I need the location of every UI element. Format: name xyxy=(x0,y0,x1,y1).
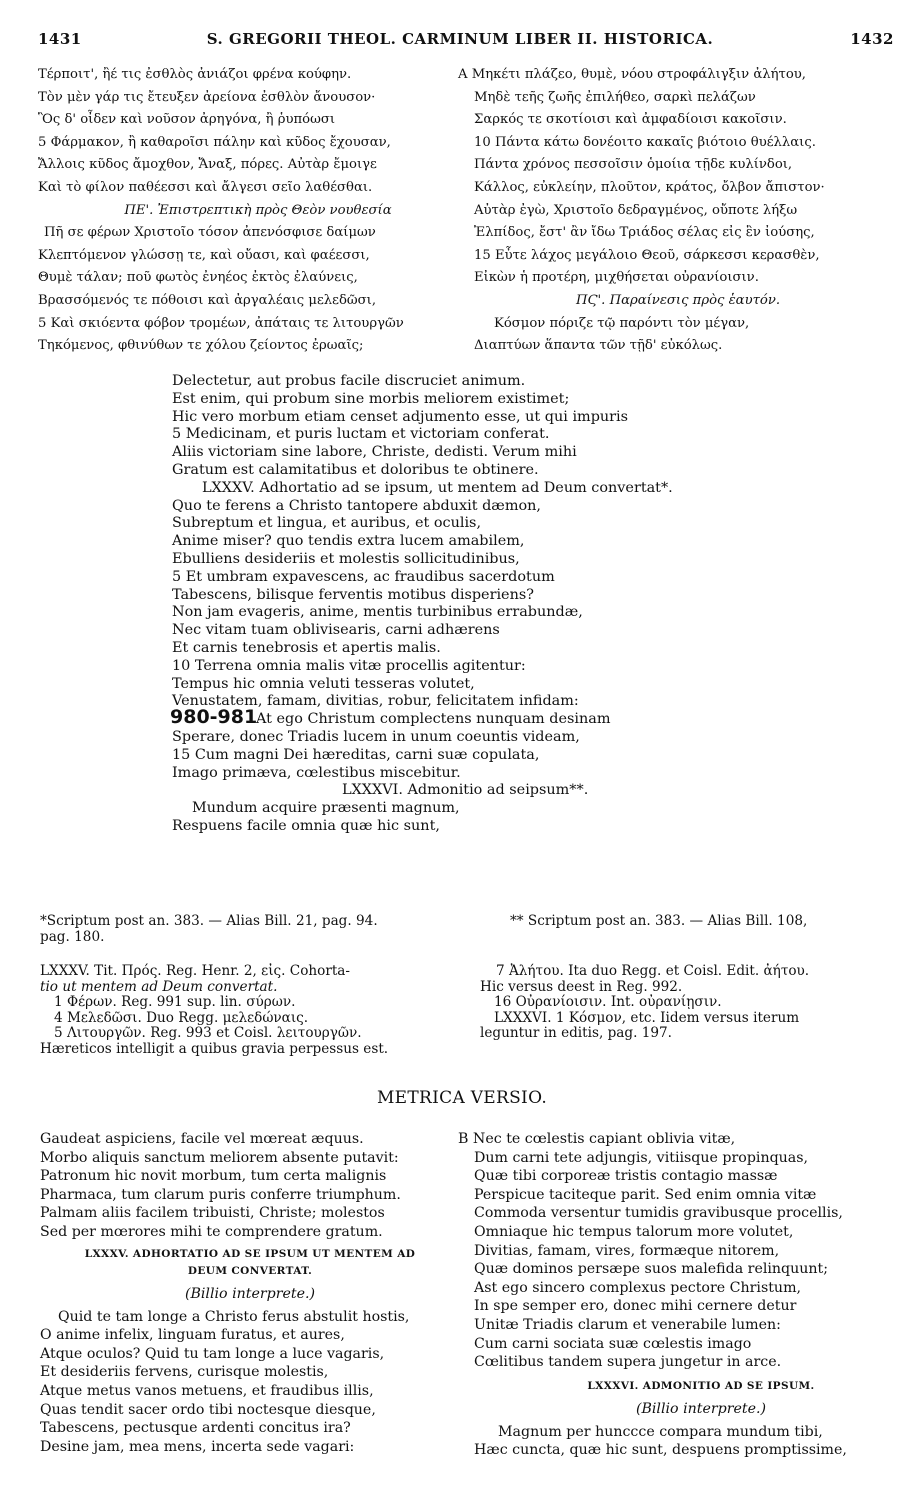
verse-line: Καὶ τὸ φίλον παθέεσσι καὶ ἄλγεσι σεῖο λαθέσθαι. xyxy=(38,179,373,195)
notes-right xyxy=(480,964,900,1042)
verse-line: Μηδὲ τεῆς ζωῆς ἐπιλήθεο, σαρκὶ πελάζων xyxy=(474,89,756,105)
verse-line: Patronum hic novit morbum, tum certa malignis xyxy=(40,1168,387,1185)
note-line: LXXXVI. 1 Κόσμον, etc. Iidem versus iterum xyxy=(494,1009,800,1026)
verse-block xyxy=(40,1130,460,1242)
poem-heading: LXXXVI. Admonitio ad seipsum**. xyxy=(342,782,589,799)
verse-line: Κλεπτόμενον γλώσσῃ τε, καὶ οὔασι, καὶ φαέεσσι, xyxy=(38,247,370,263)
verse-line: Ὃς δ' οἶδεν καὶ νοῦσον ἀρηγόνα, ἢ ῥυπόωσι xyxy=(38,112,336,128)
latin-line: Anime miser? quo tendis extra lucem amabilem, xyxy=(172,533,525,550)
verse-block xyxy=(458,1423,904,1460)
notes-left xyxy=(40,964,460,1058)
verse-line: Ἐλπίδος, ἔστ' ἂν ἴδω Τριάδος σέλας εἰς ἓν ἰούσης, xyxy=(474,225,815,241)
latin-line: Sperare, donec Triadis lucem in unum coeuntis videam, xyxy=(172,728,580,745)
verse-line: 15 Εὖτε λάχος μεγάλοιο Θεοῦ, σάρκεσσι κερασθὲν, xyxy=(474,247,820,263)
latin-line: Tempus hic omnia veluti tesseras volutet, xyxy=(172,675,475,692)
latin-line: Tabescens, bilisque ferventis motibus disperiens? xyxy=(172,586,534,603)
latin-line: Aliis victoriam sine labore, Christe, dedisti. Verum mihi xyxy=(172,444,577,461)
verse-line: Κόσμον πόριζε τῷ παρόντι τὸν μέγαν, xyxy=(494,315,750,331)
verse-line: Gaudeat aspiciens, facile vel mœreat æquus. xyxy=(40,1131,364,1147)
verse-line: Cum carni sociata suæ cœlestis imago xyxy=(474,1335,752,1352)
verse-line: A Μηκέτι πλάζεο, θυμὲ, νόου στροφάλιγξιν ἀλήτου, xyxy=(458,67,806,82)
latin-line: Et carnis tenebrosis et apertis malis. xyxy=(172,639,441,656)
verse-line: Quid te tam longe a Christo ferus abstulit hostis, xyxy=(58,1308,410,1325)
latin-line: 15 Cum magni Dei hæreditas, carni suæ copulata, xyxy=(172,746,540,763)
note-line: 1 Φέρων. Reg. 991 sup. lin. σύρων. xyxy=(54,994,296,1011)
poem-heading: LXXXVI. ADMONITIO AD SE IPSUM. xyxy=(587,1379,815,1392)
verse-line: Πάντα χρόνος πεσσοῖσιν ὁμοίια τῇδε κυλίνδοι, xyxy=(474,157,793,173)
verse-line: Divitias, famam, vires, formæque nitorem, xyxy=(474,1242,780,1259)
verse-line: Τηκόμενος, φθινύθων τε χόλου ζείοντος ἐρωαῖς; xyxy=(38,338,364,354)
verse-line: Τὸν μὲν γάρ τις ἔτευξεν ἀρείονα ἐσθλὸν ἄνουσον· xyxy=(38,89,376,105)
verse-line: Unitæ Triadis clarum et venerabile lumen: xyxy=(474,1316,781,1333)
footnote-right: ** Scriptum post an. 383. — Alias Bill. 108, xyxy=(510,913,808,929)
note-line: 7 Ἀλήτου. Ita duo Regg. et Coisl. Edit. ἀήτου. xyxy=(496,963,810,979)
verse-line: Dum carni tete adjungis, vitiisque propinquas, xyxy=(474,1149,809,1166)
latin-line: 5 Medicinam, et puris luctam et victoriam conferat. xyxy=(172,426,550,443)
verse-line: Perspicue taciteque parit. Sed enim omnia vitæ xyxy=(474,1186,817,1203)
greek-text-left xyxy=(38,64,458,358)
verse-line: Σαρκός τε σκοτίοισι καὶ ἀμφαδίοισι κακοῖσιν. xyxy=(474,112,787,128)
latin-line: Gratum est calamitatibus et doloribus te obtinere. xyxy=(172,461,539,478)
greek-text-right xyxy=(458,64,898,358)
footnote-left: *Scriptum post an. 383. — Alias Bill. 21, pag. 94. xyxy=(40,913,378,929)
verse-line: Omniaque hic tempus talorum more volutet, xyxy=(474,1223,794,1240)
verse-line: In spe semper ero, donec mihi cernere detur xyxy=(474,1298,797,1315)
latin-line: Imago primæva, cœlestibus miscebitur. xyxy=(172,764,461,781)
poem-heading: ΠΕ'. Ἐπιστρεπτικὴ πρὸς Θεὸν νουθεσία xyxy=(124,202,392,218)
verse-line: Magnum per hunccce compara mundum tibi, xyxy=(498,1423,823,1440)
latin-line: Subreptum et lingua, et auribus, et oculis, xyxy=(172,515,482,532)
latin-line: Venustatem, famam, divitias, robur, felicitatem infidam: xyxy=(172,693,579,710)
verse-line: Βρασσόμενός τε πόθοισι καὶ ἀργαλέαις μελεδῶσι, xyxy=(38,292,377,308)
note-line: 4 Μελεδῶσι. Duo Regg. μελεδώναις. xyxy=(54,1009,309,1026)
latin-line: Est enim, qui probum sine morbis meliorem existimet; xyxy=(172,390,570,407)
verse-line: Atque oculos? Quid tu tam longe a luce vagaris, xyxy=(40,1345,385,1362)
verse-line: Θυμὲ τάλαν; ποῦ φωτὸς ἐνηέος ἐκτὸς ἐλαύνεις, xyxy=(38,270,358,286)
verse-line: Morbo aliquis sanctum meliorem absente putavit: xyxy=(40,1149,399,1166)
note-line: 5 Λιτουργῶν. Reg. 993 et Coisl. λειτουργῶν. xyxy=(54,1025,362,1042)
verse-line: Sed per mœrores mihi te comprendere gratum. xyxy=(40,1223,383,1240)
verse-line: Desine jam, mea mens, incerta sede vagari: xyxy=(40,1438,355,1455)
verse-line: 5 Φάρμακον, ἢ καθαροῖσι πάλην καὶ κῦδος ἔχουσαν, xyxy=(38,134,391,150)
section-title: METRICA VERSIO. xyxy=(376,1088,548,1108)
verse-line: Quæ dominos persæpe suos malefida relinquunt; xyxy=(474,1261,829,1278)
latin-line: 10 Terrena omnia malis vitæ procellis agitentur: xyxy=(172,657,526,674)
latin-line: Nec vitam tuam oblivisearis, carni adhærens xyxy=(172,622,500,639)
verse-line: Εἰκὼν ἡ προτέρη, μιχθήσεται οὐρανίοισιν. xyxy=(474,270,759,286)
verse-line: Αὐτὰρ ἐγὼ, Χριστοῖο δεδραγμένος, οὔποτε λήξω xyxy=(474,202,798,218)
latin-line: Delectetur, aut probus facile discruciet animum. xyxy=(172,373,526,389)
verse-line: Pharmaca, tum clarum puris conferre triumphum. xyxy=(40,1186,401,1203)
note-line: 16 Οὐρανίοισιν. Int. οὐρανίῃσιν. xyxy=(494,994,722,1011)
verse-line: Cœlitibus tandem supera jungetur in arce. xyxy=(474,1354,782,1371)
latin-line-text: At ego Christum complectens nunquam desinam xyxy=(256,711,611,728)
verse-line: 10 Πάντα κάτω δονέοιτο κακαῖς βιότοιο θυέλλαις. xyxy=(474,134,816,150)
note-line: Hæreticos intelligit a quibus gravia perpessus est. xyxy=(40,1040,389,1057)
verse-line: Πῆ σε φέρων Χριστοῖο τόσον ἀπενόσφισε δαίμων xyxy=(44,225,376,241)
poem-heading: DEUM CONVERTAT. xyxy=(187,1264,313,1277)
verse-line: Atque metus vanos metuens, et fraudibus illis, xyxy=(40,1382,374,1399)
verse-line: Palmam aliis facilem tribuisti, Christe; molestos xyxy=(40,1205,385,1222)
running-title: S. GREGORII THEOL. CARMINUM LIBER II. HISTORICA. xyxy=(206,30,714,48)
column-marker: 980-981 xyxy=(170,706,258,729)
verse-line: Quæ tibi corporeæ tristis contagio massæ xyxy=(474,1168,778,1185)
latin-line: Hic vero morbum etiam censet adjumento esse, ut qui impuris xyxy=(172,408,629,425)
metrica-left xyxy=(40,1130,460,1456)
note-line: Hic versus deest in Reg. 992. xyxy=(480,978,683,995)
interpreter-note: (Billio interprete.) xyxy=(184,1285,316,1302)
latin-translation xyxy=(172,373,892,836)
note-line: LXXXV. Tit. Πρός. Reg. Henr. 2, εἰς. Cohorta- xyxy=(40,963,350,979)
verse-line: Commoda versentur tumidis gravibusque procellis, xyxy=(474,1205,843,1222)
latin-line: Mundum acquire præsenti magnum, xyxy=(192,800,460,817)
verse-line: Τέρποιτ', ἢέ τις ἐσθλὸς ἀνιάζοι φρένα κούφην. xyxy=(38,67,352,82)
latin-line: Ebulliens desideriis et molestis sollicitudinibus, xyxy=(172,550,520,567)
note-line: tio ut mentem ad Deum convertat. xyxy=(40,978,278,995)
verse-line: Tabescens, pectusque ardenti concitus ira? xyxy=(40,1420,351,1437)
latin-line: Quo te ferens a Christo tantopere abduxit dæmon, xyxy=(172,497,541,514)
verse-line: Διαπτύων ἅπαντα τῶν τῇδ' εὐκόλως. xyxy=(474,338,723,354)
metrica-right xyxy=(458,1130,904,1460)
latin-line: 5 Et umbram expavescens, ac fraudibus sacerdotum xyxy=(172,568,555,585)
verse-block xyxy=(458,1130,904,1372)
verse-line: Ast ego sincero complexus pectore Christum, xyxy=(474,1279,802,1296)
page-number-left: 1431 xyxy=(38,30,82,48)
verse-line: Ἄλλοις κῦδος ἄμοχθον, Ἄναξ, πόρες. Αὐτὰρ ἔμοιγε xyxy=(38,157,377,173)
latin-line: Respuens facile omnia quæ hic sunt, xyxy=(172,817,440,834)
note-line: leguntur in editis, pag. 197. xyxy=(480,1025,673,1042)
verse-line: O anime infelix, linguam furatus, et aures, xyxy=(40,1327,345,1344)
interpreter-note: (Billio interprete.) xyxy=(635,1400,767,1417)
latin-line: Non jam evageris, anime, mentis turbinibus errabundæ, xyxy=(172,604,583,621)
poem-heading: LXXXV. Adhortatio ad se ipsum, ut mentem ad Deum convertat*. xyxy=(202,479,673,496)
verse-line: Et desideriis fervens, curisque molestis, xyxy=(40,1364,329,1381)
verse-line: 5 Καὶ σκιόεντα φόβον τρομέων, ἀπάταις τε λιτουργῶν xyxy=(38,315,404,331)
poem-heading: ΠϚ'. Παραίνεσις πρὸς ἑαυτόν. xyxy=(575,292,781,308)
footnote xyxy=(40,914,900,945)
verse-line: B Nec te cœlestis capiant oblivia vitæ, xyxy=(458,1131,736,1147)
verse-line: Κάλλος, εὐκλείην, πλοῦτον, κράτος, ὄλβον ἄπιστον· xyxy=(474,179,825,195)
footnote-line: pag. 180. xyxy=(40,928,105,945)
verse-block xyxy=(40,1308,460,1457)
footnote-line xyxy=(40,914,900,930)
verse-line: Hæc cuncta, quæ hic sunt, despuens promptissime, xyxy=(474,1442,847,1459)
poem-heading: LXXXV. ADHORTATIO AD SE IPSUM UT MENTEM AD xyxy=(84,1247,416,1260)
verse-line: Quas tendit sacer ordo tibi noctesque diesque, xyxy=(40,1401,376,1418)
latin-line xyxy=(170,706,892,729)
page-number-right: 1432 xyxy=(850,30,894,48)
